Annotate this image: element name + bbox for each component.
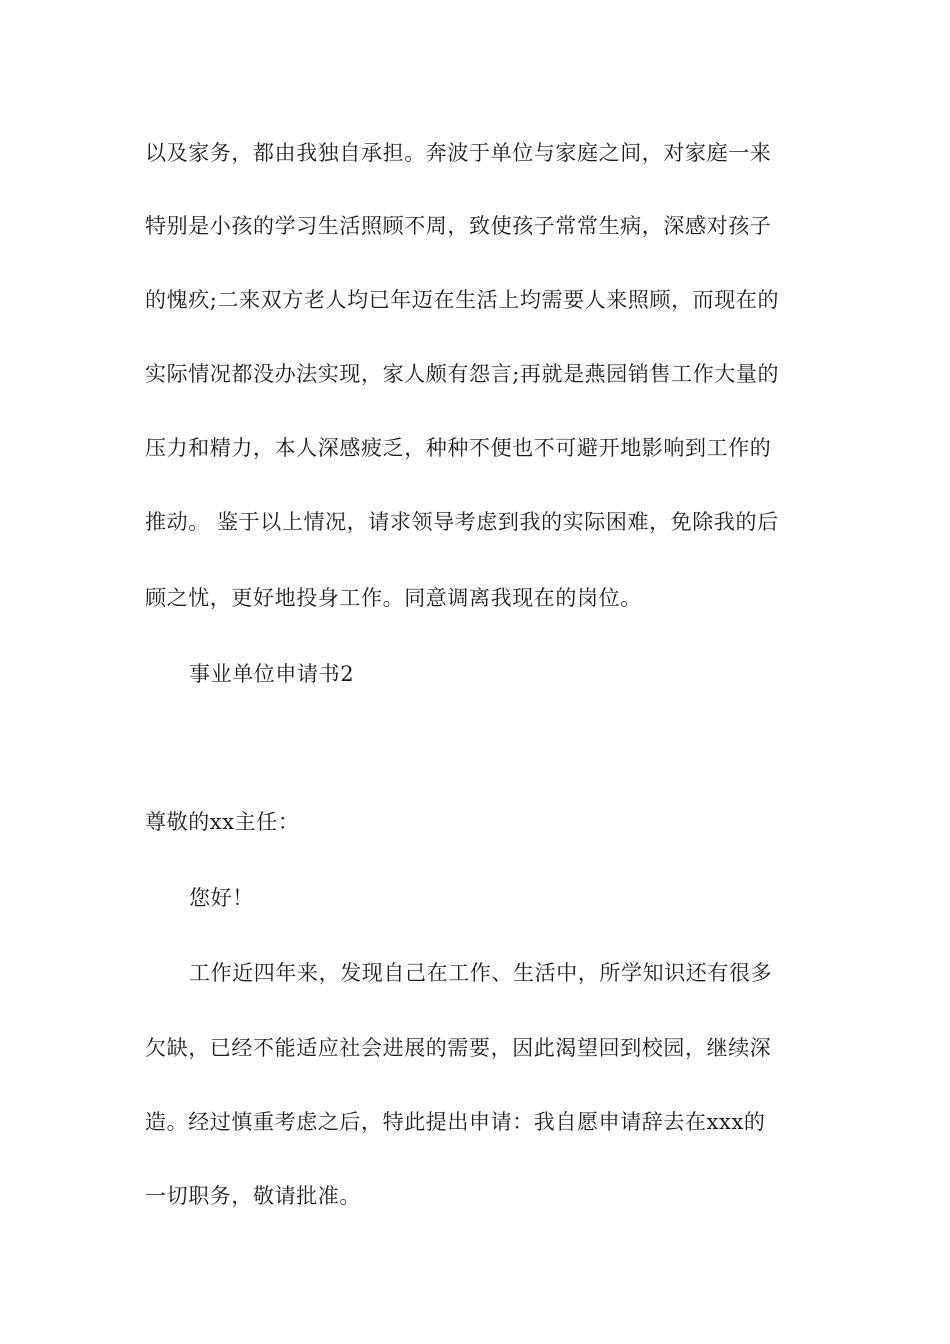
paragraph-1-line-3: 的愧疚;二来双方老人均已年迈在生活上均需要人来照顾，而现在的: [145, 288, 780, 312]
section-title: 事业单位申请书2: [189, 662, 355, 686]
paragraph-1-line-2: 特别是小孩的学习生活照顾不周，致使孩子常常生病，深感对孩子: [145, 214, 772, 238]
paragraph-1-line-4: 实际情况都没办法实现，家人颇有怨言;再就是燕园销售工作大量的: [145, 362, 780, 386]
paragraph-2-line-3: 造。经过慎重考虑之后，特此提出申请：我自愿申请辞去在xxx的: [145, 1110, 766, 1134]
paragraph-2-line-1: 工作近四年来，发现自己在工作、生活中，所学知识还有很多: [189, 961, 773, 985]
paragraph-1-line-1: 以及家务，都由我独自承担。奔波于单位与家庭之间，对家庭一来: [145, 141, 772, 165]
paragraph-2-line-4: 一切职务，敬请批准。: [145, 1184, 361, 1208]
paragraph-2-line-2: 欠缺，已经不能适应社会进展的需要，因此渴望回到校园，继续深: [145, 1036, 772, 1060]
paragraph-1-line-6: 推动。 鉴于以上情况，请求领导考虑到我的实际困难，免除我的后: [145, 510, 779, 534]
paragraph-1-line-7: 顾之忧，更好地投身工作。同意调离我现在的岗位。: [145, 586, 642, 610]
paragraph-1-line-5: 压力和精力，本人深感疲乏，种种不便也不可避开地影响到工作的: [145, 436, 772, 460]
greeting: 您好！: [189, 886, 254, 910]
salutation: 尊敬的xx主任：: [145, 810, 300, 834]
